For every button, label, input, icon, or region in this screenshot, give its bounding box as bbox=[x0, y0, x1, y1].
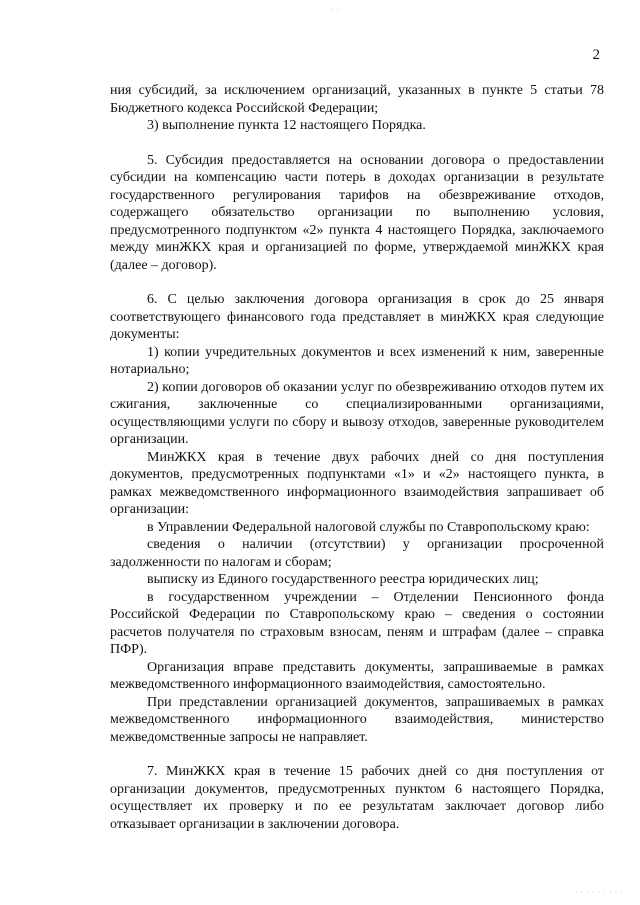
paragraph: 7. МинЖКХ края в течение 15 рабочих дней со дня поступления от организации документов, предусмотренных пунктом 6 настоящего Порядка, осуществляет их проверку и по ее результатам заключает договор либо отказывает организации в заключении договора. bbox=[110, 764, 604, 832]
paragraph: сведения о наличии (отсутствии) у организации просроченной задолженности по налогам и сборам; bbox=[110, 537, 604, 570]
paragraph: Организация вправе представить документы, запрашиваемые в рамках межведомственного информационного взаимодействия, самостоятельно. bbox=[110, 659, 604, 692]
paragraph: выписку из Единого государственного реестра юридических лиц; bbox=[147, 572, 539, 587]
paragraph: 2) копии договоров об оказании услуг по обезвреживанию отходов путем их сжигания, заключенные со специализированными организациями, осуществляющими услуги по сбору и вывозу отходов, заверенные руководителем организации. bbox=[110, 379, 604, 447]
paragraph: в государственном учреждении – Отделении Пенсионного фонда Российской Федерации по Ставропольскому краю – сведения о состоянии расчетов получателя по страховым взносам, пеням и штрафам (далее – справка ПФР). bbox=[110, 589, 604, 657]
paragraph: ния субсидий, за исключением организаций, указанных в пункте 5 статьи 78 Бюджетного кодекса Российской Федерации; bbox=[110, 83, 604, 116]
paragraph: 1) копии учредительных документов и всех изменений к ним, заверенные нотариально; bbox=[110, 344, 604, 377]
paragraph: МинЖКХ края в течение двух рабочих дней со дня поступления документов, предусмотренных подпунктами «1» и «2» настоящего пункта, в рамках межведомственного информационного взаимодействия запрашивает об организации: bbox=[110, 449, 604, 517]
paragraph: При представлении организацией документов, запрашиваемых в рамках межведомственного информационного взаимодействия, министерство межведомственные запросы не направляет. bbox=[110, 694, 604, 745]
document-body bbox=[110, 82, 604, 833]
scan-mark-bottom: ········· bbox=[575, 888, 626, 897]
scan-mark-top: · · bbox=[330, 6, 341, 15]
paragraph: в Управлении Федеральной налоговой службы по Ставропольскому краю: bbox=[147, 519, 590, 535]
page-number: 2 bbox=[592, 47, 600, 63]
paragraph: 5. Субсидия предоставляется на основании договора о предоставлении субсидии на компенсацию части потерь в доходах организации в результате государственного регулирования тарифов на обезвреживание отходов, содержащего обязательство организации по выполнению условия, предусмотренного подпунктом «2» пункта 4 настоящего Порядка, заключаемого между минЖКХ края и организацией по форме, утверждаемой минЖКХ края (далее – договор). bbox=[110, 152, 604, 273]
paragraph: 3) выполнение пункта 12 настоящего Порядка. bbox=[147, 118, 426, 133]
paragraph: 6. С целью заключения договора организация в срок до 25 января соответствующего финансового года представляет в минЖКХ края следующие документы: bbox=[110, 292, 604, 342]
